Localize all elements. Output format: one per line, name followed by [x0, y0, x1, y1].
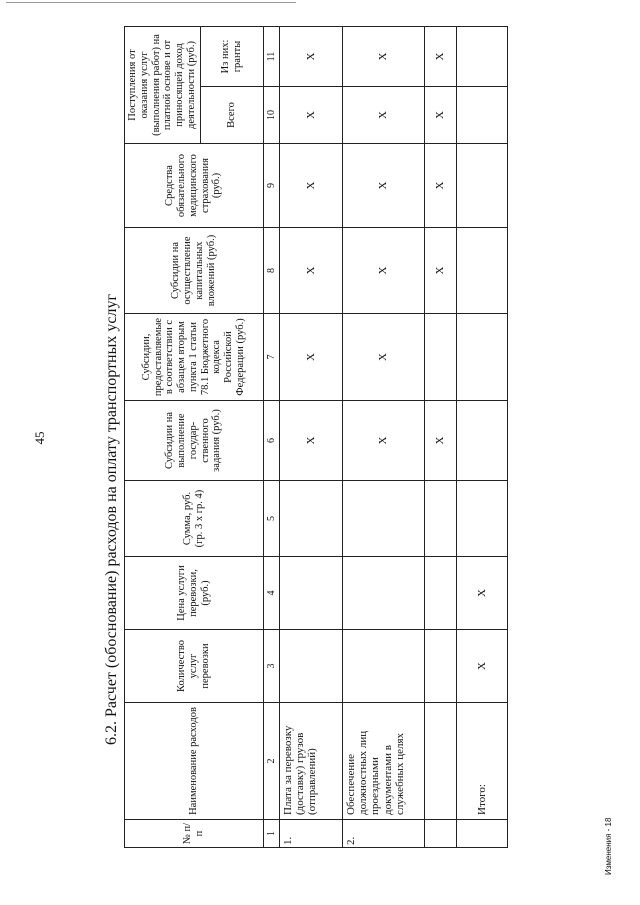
column-number: 5 [263, 481, 279, 557]
table-row [424, 27, 456, 848]
cell-781: X [279, 314, 342, 401]
cell-total [456, 87, 507, 144]
table-row [342, 27, 424, 848]
row-name: Обеспечение должностных лиц проездными документами в служебных целях [342, 703, 424, 820]
row-name-total: Итого: [456, 703, 507, 820]
cell-oms: X [279, 144, 342, 228]
cell-price [342, 557, 424, 630]
header-capital-subsidies: Субсидии на осуществление капитальных вложений (руб.) [125, 228, 264, 314]
expense-table-container [124, 34, 494, 848]
header-row-top [125, 27, 201, 848]
table-row [279, 27, 342, 848]
header-no: № п/п [125, 820, 264, 848]
cell-oms [456, 144, 507, 228]
page-number: 45 [32, 431, 47, 445]
header-name: Наименование расходов [125, 703, 264, 820]
header-sum: Сумма, руб. (гр. 3 х гр. 4) [125, 481, 264, 557]
column-number: 8 [263, 228, 279, 314]
header-quantity: Количество услуг перевозки [125, 630, 264, 703]
header-oms-funds: Средства обязательного медицинского страхования (руб.) [125, 144, 264, 228]
cell-quantity [342, 630, 424, 703]
header-total: Всего [200, 87, 263, 144]
column-number: 10 [263, 87, 279, 144]
column-number: 7 [263, 314, 279, 401]
column-number: 11 [263, 27, 279, 87]
header-781-subsidies: Субсидии, предоставляемые в соответствии с абзацем вторым пункта 1 статьи 78.1 Бюджетного кодекса Российской Федерации (руб.) [125, 314, 264, 401]
cell-price: X [456, 557, 507, 630]
cell-grants: X [424, 27, 456, 87]
cell-capital [456, 228, 507, 314]
cell-capital: X [279, 228, 342, 314]
cell-sum [279, 481, 342, 557]
column-number: 4 [263, 557, 279, 630]
cell-quantity: X [456, 630, 507, 703]
header-paid-income-group: Поступления от оказания услуг (выполнения работ) на платной основе и от приносящей доход деятельности (руб.) [125, 27, 201, 144]
column-number: 3 [263, 630, 279, 703]
cell-oms: X [424, 144, 456, 228]
cell-price [279, 557, 342, 630]
column-number: 2 [263, 703, 279, 820]
table-row-total [456, 27, 507, 848]
column-number: 6 [263, 401, 279, 481]
row-number [456, 820, 507, 848]
cell-state-task: X [279, 401, 342, 481]
cell-grants: X [279, 27, 342, 87]
cell-total: X [279, 87, 342, 144]
row-number [424, 820, 456, 848]
footer-note: Изменения - 18 [604, 817, 613, 875]
cell-grants [456, 27, 507, 87]
table-title: 6.2. Расчет (обоснование) расходов на оплату транспортных услуг [103, 293, 120, 745]
row-name [424, 703, 456, 820]
cell-state-task: X [424, 401, 456, 481]
cell-quantity [424, 630, 456, 703]
header-price: Цена услуги перевозки, (руб.) [125, 557, 264, 630]
cell-781: X [342, 314, 424, 401]
cell-sum [456, 481, 507, 557]
header-grants: Из них: гранты [200, 27, 263, 87]
row-name: Плата за перевозку (доставку) грузов (отправлений) [279, 703, 342, 820]
header-state-task-subsidies: Субсидии на выполнение государ-ственного задания (руб.) [125, 401, 264, 481]
row-number: 2. [342, 820, 424, 848]
cell-total: X [424, 87, 456, 144]
column-number: 1 [263, 820, 279, 848]
cell-oms: X [342, 144, 424, 228]
cell-state-task [456, 401, 507, 481]
cell-quantity [279, 630, 342, 703]
cell-781 [456, 314, 507, 401]
transport-expense-table [124, 26, 508, 848]
cell-price [424, 557, 456, 630]
row-number: 1. [279, 820, 342, 848]
cell-sum [424, 481, 456, 557]
column-number-row [263, 27, 279, 848]
cell-sum [342, 481, 424, 557]
cell-capital: X [342, 228, 424, 314]
cell-total: X [342, 87, 424, 144]
cell-grants: X [342, 27, 424, 87]
cell-state-task: X [342, 401, 424, 481]
scan-edge-line [6, 2, 296, 3]
cell-781 [424, 314, 456, 401]
cell-capital: X [424, 228, 456, 314]
column-number: 9 [263, 144, 279, 228]
